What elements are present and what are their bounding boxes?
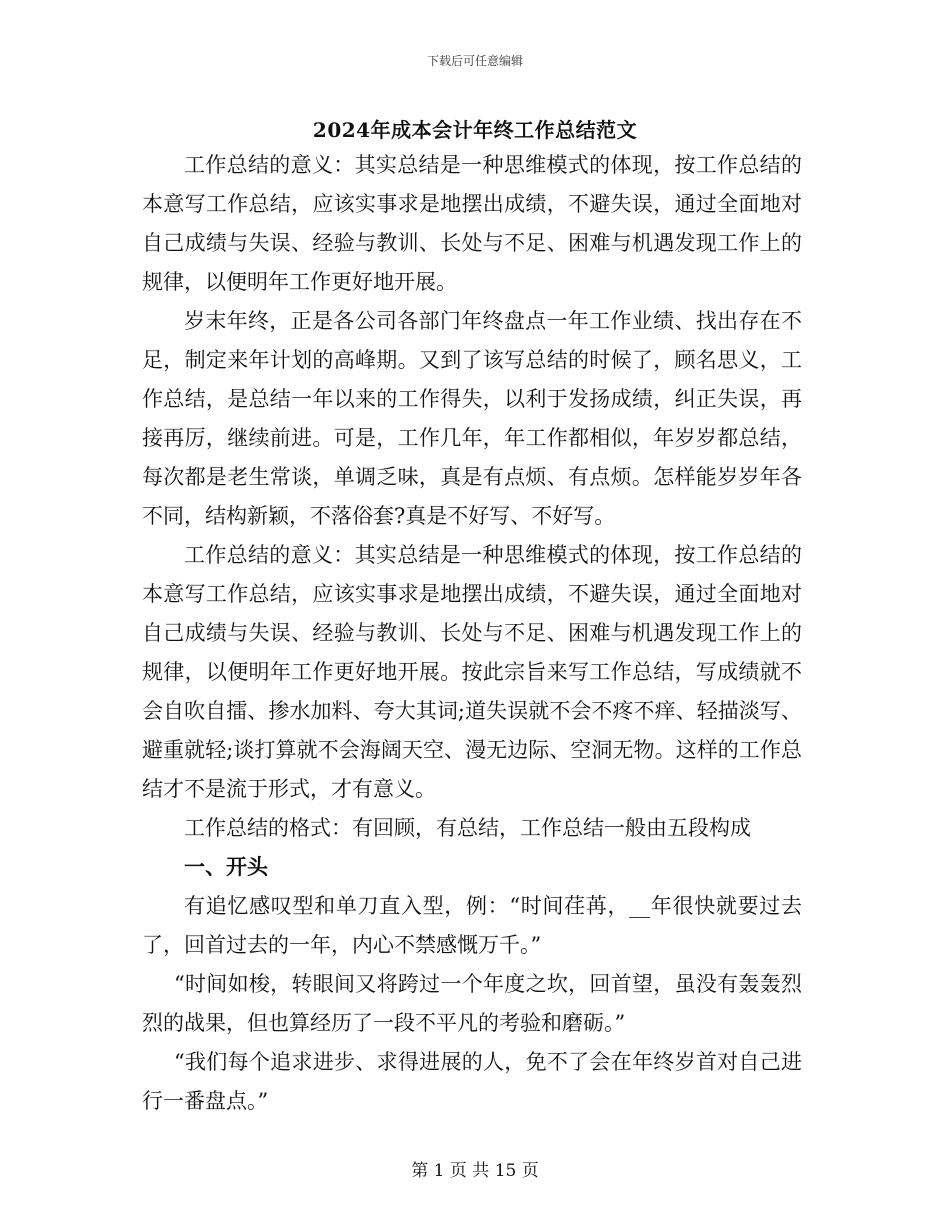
header-note: 下载后可任意编辑 bbox=[426, 54, 523, 68]
document-body bbox=[142, 146, 802, 1121]
page-number-footer: 第 1 页 共 15 页 bbox=[411, 1161, 539, 1181]
paragraph-quote-time: “时间如梭，转眼间又将跨过一个年度之坎，回首望，虽没有轰轰烈烈的战果，但也算经历了一段不平凡的考验和磨砺。” bbox=[142, 972, 802, 1035]
paragraph-year-end: 岁末年终，正是各公司各部门年终盘点一年工作业绩、找出存在不足，制定来年计划的高峰期。又到了该写总结的时候了，顾名思义，工作总结，是总结一年以来的工作得失，以利于发扬成绩，纠正失误，再接再厉，继续前进。可是，工作几年，年工作都相似，年岁岁都总结，每次都是老生常谈，单调乏味，真是有点烦、有点烦。怎样能岁岁年各不同，结构新颖，不落俗套?真是不好写、不好写。 bbox=[142, 309, 802, 528]
paragraph-quote-review: “我们每个追求进步、求得进展的人，免不了会在年终岁首对自己进行一番盘点。” bbox=[142, 1050, 802, 1113]
paragraph-significance: 工作总结的意义：其实总结是一种思维模式的体现，按工作总结的本意写工作总结，应该实事求是地摆出成绩，不避失误，通过全面地对自己成绩与失误、经验与教训、长处与不足、困难与机遇发现工作上的规律，以便明年工作更好地开展。 bbox=[142, 153, 802, 294]
document-title: 2024年成本会计年终工作总结范文 bbox=[312, 118, 638, 142]
paragraph-significance-extended: 工作总结的意义：其实总结是一种思维模式的体现，按工作总结的本意写工作总结，应该实事求是地摆出成绩，不避失误，通过全面地对自己成绩与失误、经验与教训、长处与不足、困难与机遇发现工作上的规律，以便明年工作更好地开展。按此宗旨来写工作总结，写成绩就不会自吹自擂、掺水加料、夸大其词;道失误就不会不疼不痒、轻描淡写、避重就轻;谈打算就不会海阔天空、漫无边际、空洞无物。这样的工作总结才不是流于形式，才有意义。 bbox=[142, 543, 802, 801]
paragraph-format: 工作总结的格式：有回顾，有总结，工作总结一般由五段构成 bbox=[184, 816, 751, 840]
paragraph-opening-types: 有追忆感叹型和单刀直入型，例：“时间荏苒，__年很快就要过去了，回首过去的一年，内心不禁感慨万千。” bbox=[142, 894, 802, 957]
section-heading-opening: 一、开头 bbox=[184, 855, 268, 879]
